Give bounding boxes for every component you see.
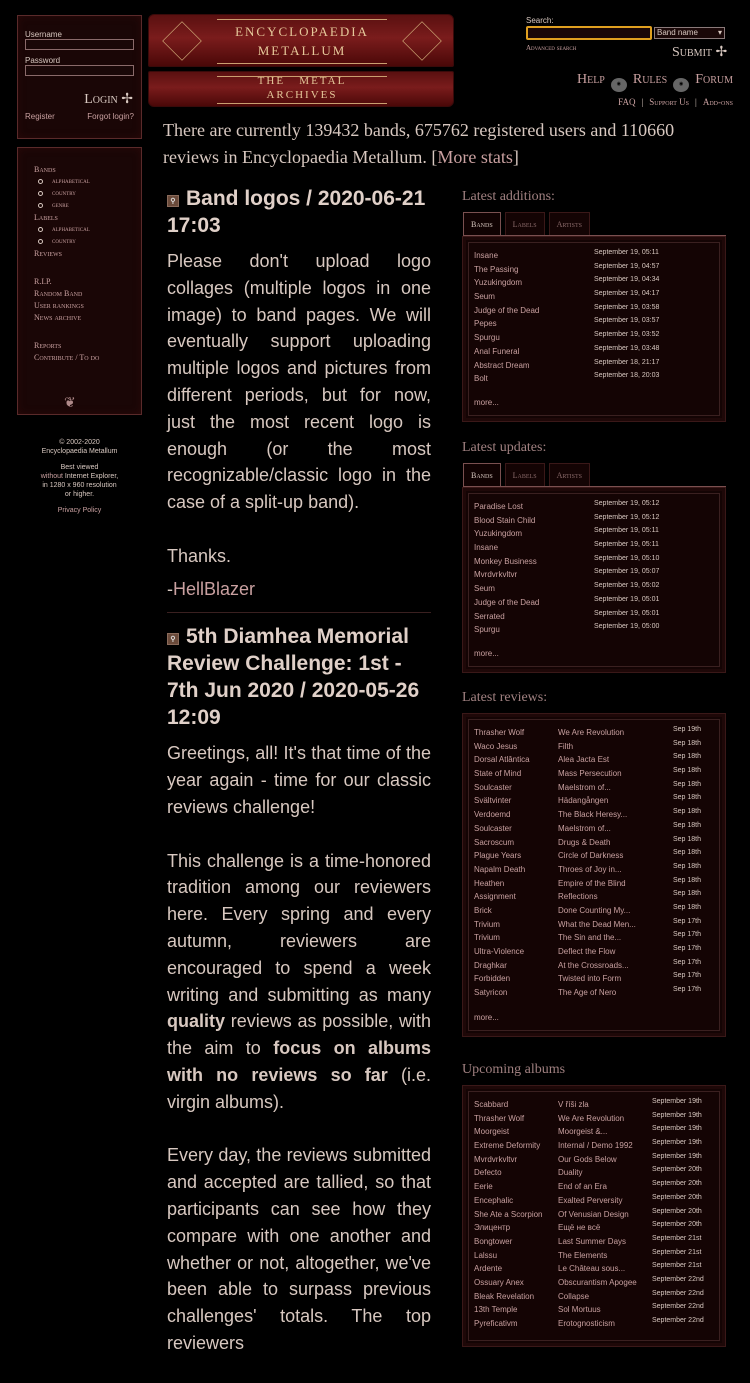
upcoming-albums-box: [462, 1085, 726, 1347]
date-label: September 19, 05:00: [594, 623, 660, 631]
password-label: Password: [25, 56, 61, 65]
list-item: [474, 1180, 719, 1194]
album-link[interactable]: Hädangången: [558, 796, 609, 806]
addons-link[interactable]: Add-ons: [702, 97, 733, 107]
list-item: [474, 767, 719, 781]
list-item: [474, 359, 719, 373]
list-item: [474, 753, 719, 767]
date-label: September 20th: [652, 1193, 702, 1201]
date-label: Sep 18th: [673, 739, 702, 747]
date-label: September 19th: [652, 1111, 702, 1119]
date-label: September 19, 03:58: [594, 303, 660, 311]
band-link[interactable]: Judge of the Dead: [474, 305, 540, 315]
date-label: September 22nd: [652, 1317, 704, 1324]
album-link[interactable]: Moorgeist &...: [558, 1127, 608, 1137]
bullet-icon: ◉: [611, 78, 627, 92]
list-item: [474, 863, 719, 877]
list-item: [474, 555, 719, 569]
date-label: September 19, 05:11: [594, 249, 659, 256]
upcoming-albums-title: Upcoming albums: [462, 1062, 566, 1077]
album-link[interactable]: Exalted Perversity: [558, 1195, 623, 1205]
band-link[interactable]: Insane: [474, 543, 499, 553]
band-link[interactable]: Monkey Business: [474, 556, 537, 566]
register-link[interactable]: Register: [25, 112, 55, 121]
band-link[interactable]: Mvrdvrkvltvr: [474, 1154, 518, 1164]
copyright: © 2002-2020: [59, 439, 100, 446]
band-link[interactable]: Bongtower: [474, 1236, 513, 1246]
band-link[interactable]: Draghkar: [474, 960, 507, 970]
menu-rip[interactable]: R.I.P.: [34, 277, 52, 286]
logo-line-4: ARCHIVES: [266, 89, 338, 101]
album-link[interactable]: Ещё не всё: [558, 1223, 601, 1233]
album-link[interactable]: Internal / Demo 1992: [558, 1141, 633, 1151]
menu-reports[interactable]: Reports: [34, 341, 62, 350]
news-title: ⚲ 5th Diamhea Memorial Review Challenge: 1st - 7th Jun 2020 / 2020-05-26 12:09: [167, 625, 420, 730]
band-link[interactable]: Seum: [474, 292, 495, 302]
band-link[interactable]: State of Mind: [474, 769, 522, 779]
list-item: [474, 317, 719, 331]
date-label: September 19, 04:17: [594, 290, 660, 298]
band-link[interactable]: Serrated: [474, 611, 505, 621]
date-label: September 19, 05:01: [594, 609, 660, 617]
date-label: September 21st: [652, 1262, 702, 1270]
band-link[interactable]: Assignment: [474, 892, 516, 902]
album-link[interactable]: Of Venusian Design: [558, 1209, 629, 1219]
list-item: [474, 1317, 719, 1331]
date-label: September 19, 03:48: [594, 344, 660, 352]
band-link[interactable]: Soulcaster: [474, 823, 512, 833]
site-name: Encyclopaedia Metallum: [41, 448, 118, 455]
date-label: September 18, 20:03: [594, 372, 660, 380]
band-link[interactable]: 13th Temple: [474, 1305, 518, 1315]
menu-labels-alphabetical[interactable]: alphabetical: [34, 225, 125, 233]
search-submit-button[interactable]: Submit ✢: [672, 45, 728, 60]
or-higher-note: or higher.: [64, 491, 95, 498]
date-label: September 20th: [652, 1180, 702, 1188]
latest-additions-title: Latest additions:: [462, 189, 555, 204]
band-link[interactable]: Soulcaster: [474, 782, 512, 792]
date-label: September 22nd: [652, 1303, 704, 1311]
album-link[interactable]: Reflections: [558, 892, 598, 902]
menu-contribute[interactable]: Contribute / To do: [34, 353, 100, 362]
tab-artists[interactable]: Artists: [549, 212, 590, 236]
menu-bands-genre[interactable]: genre: [34, 201, 125, 209]
main-menu: [17, 147, 142, 415]
menu-random-band[interactable]: Random Band: [34, 289, 83, 298]
band-link[interactable]: Insane: [474, 251, 499, 260]
date-label: Sep 17th: [673, 986, 702, 994]
best-viewed: Best viewed: [60, 464, 99, 471]
list-item: [474, 740, 719, 754]
date-label: September 20th: [652, 1221, 702, 1229]
date-label: September 22nd: [652, 1275, 704, 1283]
latest-additions-box: [462, 236, 726, 422]
band-link[interactable]: Ossuary Anex: [474, 1277, 524, 1287]
latest-updates-title: Latest updates:: [462, 440, 547, 455]
date-label: Sep 19th: [673, 726, 702, 733]
news-body: Greetings, all! It's that time of the year again - time for our classic reviews challenge! This challenge is a time-honored tradition among our reviewers here. Every spring and every autumn, reviewers are encouraged to spend a week writing and submitting as many quality reviews as possible, with the aim to focus on albums with no reviews so far (i.e. virgin albums). Every day, the reviews submitted and accepted are tallied, so that participants can see how they compare with one another and whether or not, altogether, we've been able to surpass previous challenges' totals. The top reviewers: [167, 743, 432, 1353]
list-item: [474, 1153, 719, 1167]
band-link[interactable]: Plague Years: [474, 851, 522, 861]
username-label: Username: [25, 30, 62, 39]
album-link[interactable]: Circle of Darkness: [558, 851, 624, 861]
more-link[interactable]: more...: [474, 1013, 499, 1022]
album-link[interactable]: The Age of Nero: [558, 988, 617, 998]
band-link[interactable]: The Passing: [474, 264, 519, 274]
menu-bands[interactable]: Bands: [34, 165, 56, 174]
date-label: September 19, 05:11: [594, 541, 659, 549]
date-label: Sep 17th: [673, 917, 702, 925]
band-link[interactable]: Trivium: [474, 919, 500, 929]
menu-user-rankings[interactable]: User rankings: [34, 301, 84, 310]
top-navigation: [577, 72, 733, 92]
band-link[interactable]: Abstract Dream: [474, 360, 530, 370]
list-item: [474, 945, 719, 959]
latest-updates-box: [462, 487, 726, 673]
album-link[interactable]: Done Counting My...: [558, 905, 631, 915]
news-signature: -HellBlazer: [167, 579, 256, 600]
list-item: [474, 1303, 719, 1317]
album-link[interactable]: Empire of the Blind: [558, 878, 626, 888]
album-link[interactable]: Twisted into Form: [558, 974, 622, 984]
faq-link[interactable]: FAQ: [618, 97, 636, 107]
search-label: Search:: [526, 16, 554, 25]
band-link[interactable]: Defecto: [474, 1168, 502, 1178]
list-item: [474, 582, 719, 596]
bullet-icon: ◉: [673, 78, 689, 92]
logo-line-3: THE METAL: [257, 75, 347, 87]
list-item: [474, 972, 719, 986]
album-link[interactable]: The Sin and the...: [558, 933, 622, 943]
date-label: Sep 18th: [673, 849, 702, 857]
search-input[interactable]: [526, 26, 652, 40]
date-label: Sep 18th: [673, 890, 702, 898]
date-label: September 19th: [652, 1152, 702, 1160]
menu-news-archive[interactable]: News archive: [34, 313, 82, 322]
date-label: Sep 18th: [673, 821, 702, 829]
date-label: Sep 18th: [673, 753, 702, 761]
album-link[interactable]: Mass Persecution: [558, 769, 622, 779]
band-link[interactable]: Yuzukingdom: [474, 529, 523, 539]
band-link[interactable]: Scabbard: [474, 1100, 509, 1109]
menu-labels-country[interactable]: country: [34, 237, 125, 245]
date-label: Sep 18th: [673, 876, 702, 884]
date-label: Sep 18th: [673, 903, 702, 911]
date-label: Sep 18th: [673, 767, 702, 775]
list-item: [474, 304, 719, 318]
list-item: [474, 276, 719, 290]
menu-bands-country[interactable]: country: [34, 189, 125, 197]
band-link[interactable]: Pyreficativm: [474, 1319, 518, 1328]
list-item: [474, 596, 719, 610]
band-link[interactable]: Spurgu: [474, 333, 500, 343]
list-item: [474, 1112, 719, 1126]
album-link[interactable]: What the Dead Men...: [558, 919, 636, 929]
list-item: [474, 1276, 719, 1290]
logo-ornament-icon: [402, 21, 442, 61]
list-item: [474, 1290, 719, 1304]
forum-link[interactable]: Forum: [695, 72, 733, 87]
additions-tabs: [463, 212, 594, 236]
plus-cross-icon: ✢: [121, 92, 133, 107]
list-item: [474, 836, 719, 850]
band-link[interactable]: Mvrdvrkvltvr: [474, 570, 518, 580]
list-item: [474, 1249, 719, 1263]
more-link[interactable]: more...: [474, 649, 499, 658]
date-label: Sep 17th: [673, 931, 702, 939]
permalink-icon[interactable]: ⚲: [167, 195, 179, 207]
band-link[interactable]: Judge of the Dead: [474, 597, 540, 607]
band-link[interactable]: Bleak Revelation: [474, 1291, 535, 1301]
advanced-search-link[interactable]: Advanced search: [526, 44, 577, 52]
site-stats: There are currently 139432 bands, 675762 registered users and 110660 reviews in Encyclopaedia Metallum. [More stats]: [163, 120, 675, 167]
news-column: [167, 185, 431, 1383]
date-label: Sep 17th: [673, 945, 702, 952]
album-link[interactable]: Filth: [558, 741, 574, 751]
date-label: September 19, 05:01: [594, 595, 660, 603]
list-item: [474, 345, 719, 359]
date-label: September 19, 05:11: [594, 527, 659, 535]
updates-tabs: [463, 463, 594, 487]
date-label: September 21st: [652, 1234, 702, 1242]
list-item: [474, 514, 719, 528]
list-item: [474, 1235, 719, 1249]
album-link[interactable]: The Elements: [558, 1250, 608, 1260]
list-item: [474, 822, 719, 836]
tab-bands[interactable]: Bands: [463, 212, 501, 236]
date-label: Sep 17th: [673, 958, 702, 966]
band-link[interactable]: Trivium: [474, 933, 500, 943]
band-link[interactable]: Dorsal Atlântica: [474, 755, 530, 765]
date-label: September 19, 05:12: [594, 500, 660, 507]
list-item: [474, 541, 719, 555]
logo-ornament-icon: [162, 21, 202, 61]
list-item: [474, 263, 719, 277]
band-link[interactable]: Bolt: [474, 374, 488, 384]
list-item: [474, 959, 719, 973]
date-label: Sep 18th: [673, 794, 702, 802]
album-link[interactable]: Maelstrom of...: [558, 782, 611, 792]
list-item: [474, 372, 719, 386]
without-link[interactable]: without: [40, 473, 63, 480]
list-item: [474, 1125, 719, 1139]
album-link[interactable]: Last Summer Days: [558, 1236, 627, 1246]
album-link[interactable]: Collapse: [558, 1291, 590, 1301]
album-link[interactable]: At the Crossroads...: [558, 960, 629, 970]
album-link[interactable]: Drugs & Death: [558, 837, 611, 847]
sub-navigation: FAQ | Support Us | Add-ons: [618, 97, 733, 107]
login-button[interactable]: Login ✢: [84, 92, 133, 107]
list-item: [474, 1262, 719, 1276]
list-item: [474, 500, 719, 514]
list-item: [474, 931, 719, 945]
date-label: September 20th: [652, 1207, 702, 1215]
tab-bands[interactable]: Bands: [463, 463, 501, 487]
left-footer: [17, 438, 142, 515]
band-link[interactable]: Sacroscum: [474, 837, 515, 847]
more-stats-link[interactable]: More stats: [437, 147, 513, 167]
album-link[interactable]: We Are Revolution: [558, 1113, 625, 1123]
list-item: [474, 331, 719, 345]
list-item: [474, 1166, 719, 1180]
date-label: Sep 17th: [673, 972, 702, 980]
album-link[interactable]: Maelstrom of...: [558, 823, 611, 833]
band-link[interactable]: Lalssu: [474, 1250, 498, 1260]
band-link[interactable]: Thrasher Wolf: [474, 728, 525, 737]
list-item: [474, 808, 719, 822]
search-type-select[interactable]: Band name ▾: [654, 27, 725, 39]
logo-line-2: METALLUM: [257, 43, 347, 58]
band-link[interactable]: Waco Jesus: [474, 741, 518, 751]
band-link[interactable]: Seum: [474, 584, 495, 594]
album-link[interactable]: V říši zla: [558, 1100, 589, 1109]
news-body: Please don't upload logo collages (multiple logos in one image) to band pages. We will eventually support uploading multiple logos and pictures from different periods, but for now, just the most recent logo is enough (or the most recognizable/classic logo in the case of a split-up band). Thanks.: [167, 251, 431, 566]
band-link[interactable]: Anal Funeral: [474, 346, 520, 356]
rules-link[interactable]: Rules: [632, 72, 668, 87]
band-link[interactable]: Extreme Deformity: [474, 1141, 541, 1151]
album-link[interactable]: Sol Mortuus: [558, 1305, 601, 1315]
author-link[interactable]: HellBlazer: [173, 579, 256, 600]
band-link[interactable]: Blood Stain Child: [474, 515, 536, 525]
search-form: [526, 16, 736, 60]
list-item: [474, 904, 719, 918]
help-link[interactable]: Help: [576, 72, 605, 87]
list-item: [474, 1139, 719, 1153]
list-item: [474, 849, 719, 863]
latest-reviews-title: Latest reviews:: [462, 690, 548, 705]
band-link[interactable]: Ardente: [474, 1264, 503, 1274]
album-link[interactable]: End of an Era: [558, 1182, 607, 1192]
date-label: September 19th: [652, 1098, 702, 1105]
menu-reviews[interactable]: Reviews: [34, 249, 62, 258]
list-item: [474, 610, 719, 624]
list-item: [474, 290, 719, 304]
date-label: September 19, 04:57: [594, 262, 660, 270]
band-link[interactable]: Paradise Lost: [474, 502, 523, 511]
date-label: September 20th: [652, 1166, 702, 1174]
date-label: September 22nd: [652, 1289, 704, 1297]
date-label: September 18, 21:17: [594, 358, 660, 366]
band-link[interactable]: Satyricon: [474, 988, 508, 998]
list-item: [474, 877, 719, 891]
band-link[interactable]: Verdoemd: [474, 810, 511, 820]
logo-line-1: ENCYCLOPAEDIA: [235, 24, 369, 39]
album-link[interactable]: We Are Revolution: [558, 728, 625, 737]
band-link[interactable]: Элицентр: [474, 1223, 511, 1233]
list-item: [474, 986, 719, 1000]
band-link[interactable]: Thrasher Wolf: [474, 1113, 525, 1123]
band-link[interactable]: Eerie: [474, 1182, 493, 1192]
date-label: September 19th: [652, 1125, 702, 1133]
band-link[interactable]: Spurgu: [474, 625, 500, 635]
album-link[interactable]: The Black Heresy...: [558, 810, 628, 820]
plus-cross-icon: ✢: [715, 45, 728, 60]
album-link[interactable]: Throes of Joy in...: [558, 864, 622, 874]
password-input[interactable]: [25, 65, 134, 76]
list-item: [474, 781, 719, 795]
list-item: [474, 568, 719, 582]
permalink-icon[interactable]: ⚲: [167, 633, 179, 645]
date-label: September 19, 05:07: [594, 568, 660, 576]
username-input[interactable]: [25, 39, 134, 50]
date-label: Sep 18th: [673, 835, 702, 843]
news-title: ⚲ Band logos / 2020-06-21 17:03: [167, 187, 426, 237]
date-label: September 19th: [652, 1139, 702, 1147]
album-link[interactable]: Duality: [558, 1168, 583, 1178]
band-link[interactable]: Pepes: [474, 319, 497, 329]
date-label: September 19, 05:10: [594, 554, 660, 562]
date-label: September 19, 03:52: [594, 331, 660, 339]
list-item: [474, 726, 719, 740]
privacy-policy-link[interactable]: Privacy Policy: [57, 507, 102, 514]
list-item: [474, 623, 719, 637]
more-link[interactable]: more...: [474, 398, 499, 407]
date-label: September 19, 05:02: [594, 582, 660, 590]
tab-artists[interactable]: Artists: [549, 463, 590, 487]
date-label: September 19, 05:12: [594, 513, 660, 521]
album-link[interactable]: Alea Jacta Est: [558, 755, 610, 765]
date-label: September 21st: [652, 1248, 702, 1256]
list-item: [474, 890, 719, 904]
list-item: [474, 918, 719, 932]
band-link[interactable]: Svältvinter: [474, 796, 512, 806]
list-item: [474, 249, 719, 263]
flourish-ornament-icon: ❦: [64, 396, 76, 411]
album-link[interactable]: Le Château sous...: [558, 1264, 626, 1274]
date-label: September 19, 03:57: [594, 317, 660, 325]
forgot-login-link[interactable]: Forgot login?: [87, 112, 134, 121]
tab-labels[interactable]: Labels: [505, 463, 545, 487]
band-link[interactable]: Moorgeist: [474, 1127, 510, 1137]
band-link[interactable]: Brick: [474, 905, 492, 915]
date-label: Sep 18th: [673, 780, 702, 788]
logo-book-bottom: [148, 71, 454, 107]
list-item: [474, 1208, 719, 1222]
list-item: [474, 794, 719, 808]
list-item: [474, 1098, 719, 1112]
album-link[interactable]: Deflect the Flow: [558, 947, 616, 956]
album-link[interactable]: Obscurantism Apogee: [558, 1277, 637, 1287]
date-label: Sep 18th: [673, 808, 702, 816]
site-logo[interactable]: [148, 14, 454, 107]
band-link[interactable]: Forbidden: [474, 974, 511, 984]
resolution-note: in 1280 x 960 resolution: [42, 482, 117, 489]
tab-labels[interactable]: Labels: [505, 212, 545, 236]
date-label: September 19, 04:34: [594, 276, 660, 284]
band-link[interactable]: Ultra-Violence: [474, 947, 525, 956]
band-link[interactable]: She Ate a Scorpion: [474, 1209, 543, 1219]
band-link[interactable]: Yuzukingdom: [474, 278, 523, 288]
latest-reviews-box: [462, 713, 726, 1037]
support-link[interactable]: Support Us: [649, 97, 690, 107]
album-link[interactable]: Our Gods Below: [558, 1154, 617, 1164]
menu-bands-alphabetical[interactable]: alphabetical: [34, 177, 125, 185]
band-link[interactable]: Heathen: [474, 878, 505, 888]
band-link[interactable]: Encephalic: [474, 1195, 514, 1205]
list-item: [474, 1221, 719, 1235]
band-link[interactable]: Napalm Death: [474, 864, 526, 874]
album-link[interactable]: Erotognosticism: [558, 1319, 615, 1328]
list-item: [474, 527, 719, 541]
browser-note: without Internet Explorer,: [40, 473, 119, 480]
list-item: [474, 1194, 719, 1208]
login-panel: [17, 15, 142, 139]
date-label: Sep 18th: [673, 862, 702, 870]
menu-labels[interactable]: Labels: [34, 213, 58, 222]
logo-book-top: [148, 14, 454, 67]
